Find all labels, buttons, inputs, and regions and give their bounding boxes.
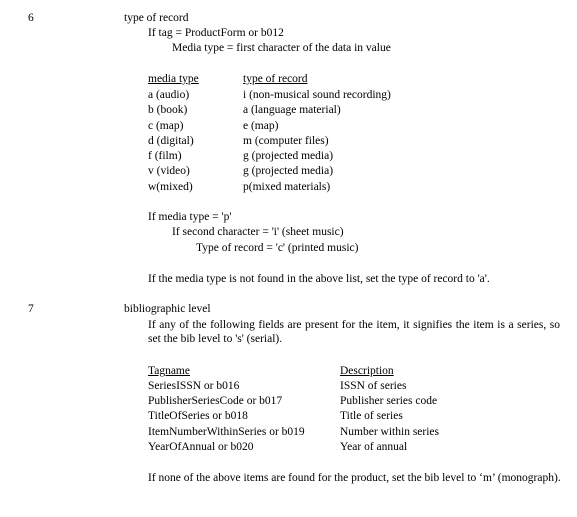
table-cell-record: i (non-musical sound recording): [243, 89, 391, 101]
table-cell-media: b (book): [148, 104, 188, 116]
table-cell-tag: YearOfAnnual or b020: [148, 441, 254, 453]
type-of-record-c: Type of record = 'c' (printed music): [196, 242, 359, 254]
type-of-record-header: type of record: [243, 73, 308, 85]
if-second-character: If second character = 'i' (sheet music): [172, 226, 344, 238]
section-6-fallback: If the media type is not found in the above list, set the type of record to 'a'.: [148, 273, 490, 285]
section-6-heading: type of record: [124, 12, 189, 24]
table-cell-desc: Title of series: [340, 410, 403, 422]
table-cell-record: e (map): [243, 120, 279, 132]
section-7-number: 7: [28, 303, 34, 315]
table-cell-record: g (projected media): [243, 165, 334, 177]
media-type-header: media type: [148, 73, 199, 85]
table-cell-desc: Year of annual: [340, 441, 408, 453]
table-cell-media: v (video): [148, 165, 190, 177]
table-cell-record: g (projected media): [243, 150, 334, 162]
table-cell-tag: TitleOfSeries or b018: [148, 410, 248, 422]
table-cell-tag: SeriesISSN or b016: [148, 380, 240, 392]
table-cell-tag: PublisherSeriesCode or b017: [148, 395, 283, 407]
table-cell-tag: ItemNumberWithinSeries or b019: [148, 426, 305, 438]
section-7-fallback: If none of the above items are found for the product, set the bib level to ‘m’ (monograph).: [148, 472, 561, 484]
section-7-intro: If any of the following fields are present for the item, it signifies the item is a series, so set the bib level to 's' (serial).: [148, 319, 560, 345]
section-6-number: 6: [28, 12, 34, 24]
table-cell-media: c (map): [148, 120, 184, 132]
table-cell-desc: ISSN of series: [340, 380, 407, 392]
table-cell-desc: Publisher series code: [340, 395, 438, 407]
description-header: Description: [340, 365, 394, 377]
rule-if-tag: If tag = ProductForm or b012: [148, 27, 284, 39]
table-cell-media: a (audio): [148, 89, 190, 101]
rule-media-type: Media type = first character of the data in value: [172, 42, 391, 54]
tagname-header: Tagname: [148, 365, 190, 377]
table-cell-record: a (language material): [243, 104, 341, 116]
table-cell-media: w(mixed): [148, 181, 193, 193]
table-cell-desc: Number within series: [340, 426, 440, 438]
table-cell-media: f (film): [148, 150, 182, 162]
table-cell-record: p(mixed materials): [243, 181, 331, 193]
table-cell-record: m (computer files): [243, 135, 329, 147]
table-cell-media: d (digital): [148, 135, 194, 147]
section-7-heading: bibliographic level: [124, 303, 211, 315]
if-media-type-p: If media type = 'p': [148, 211, 232, 223]
